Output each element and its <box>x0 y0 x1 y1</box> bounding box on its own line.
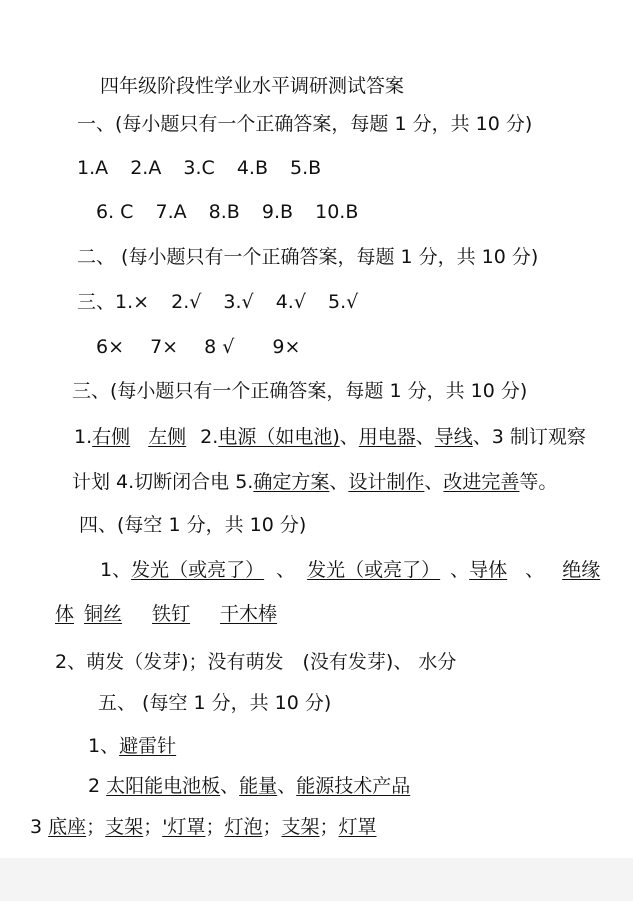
answer-blank: 灯泡 <box>224 816 263 838</box>
separator: 、 <box>415 426 435 448</box>
item-number: 1. <box>74 426 93 448</box>
section-1-row-1 <box>77 156 321 180</box>
answer-blank: 发光（或亮了） <box>131 559 265 581</box>
separator: 、 <box>424 471 444 493</box>
item-number: 1、 <box>100 559 132 581</box>
answer-blank: 灯罩 <box>338 816 377 838</box>
answer-blank: 导线 <box>434 426 473 448</box>
section-5-line-1 <box>88 734 176 758</box>
separator: 、 <box>277 775 297 797</box>
answer-blank: 绝缘 <box>562 559 601 581</box>
section-2-row-1 <box>77 290 358 314</box>
section-1-row-2 <box>96 200 358 224</box>
item-number: 3 <box>30 816 49 838</box>
separator: 、 <box>329 471 349 493</box>
separator: 、 <box>339 426 359 448</box>
answer-item: 8.B <box>208 201 240 223</box>
answer-item: 6× <box>96 336 125 358</box>
answer-item: 9× <box>272 336 301 358</box>
section-1-header: 一、(每小题只有一个正确答案，每题 1 分，共 10 分) <box>77 113 533 135</box>
item-number: 2 <box>88 775 107 797</box>
answer-blank: 能源技术产品 <box>296 775 411 797</box>
answer-blank: 改进完善 <box>443 471 520 493</box>
answer-item: 5.√ <box>328 291 359 313</box>
separator: ； <box>86 816 106 838</box>
section-4-header: 四、(每空 1 分，共 10 分) <box>79 514 307 536</box>
text-run: 、3 制订观察 <box>472 426 586 448</box>
answer-item: 三、1.× <box>77 291 150 313</box>
answer-item: 5.B <box>290 157 322 179</box>
separator: 、 <box>220 775 240 797</box>
answer-blank: 支架 <box>281 816 320 838</box>
answer-blank: 设计制作 <box>348 471 425 493</box>
answer-item: 7.A <box>155 201 187 223</box>
answer-blank: 铁钉 <box>152 603 191 625</box>
answer-blank: '灯罩 <box>162 816 206 838</box>
answer-blank: 能量 <box>239 775 278 797</box>
answer-blank: 避雷针 <box>119 735 177 757</box>
item-number: 1、 <box>88 735 120 757</box>
answer-item: 1.A <box>77 157 109 179</box>
section-5-header: 五、 (每空 1 分，共 10 分) <box>98 692 332 714</box>
answer-blank: 体 <box>55 603 75 625</box>
page-title: 四年级阶段性学业水平调研测试答案 <box>100 75 405 97</box>
answer-item: 6. C <box>96 201 134 223</box>
answer-blank: 右侧 <box>92 426 131 448</box>
answer-item: 4.√ <box>275 291 306 313</box>
answer-item: 8 √ <box>204 336 235 358</box>
text-run: 计划 4.切断闭合电 5. <box>72 471 254 493</box>
item-number: 2. <box>200 426 219 448</box>
section-5-line-2 <box>88 774 410 798</box>
answer-item: 3.C <box>183 157 215 179</box>
section-3-line-2 <box>72 470 557 494</box>
answer-item: 4.B <box>236 157 268 179</box>
answer-blank: 左侧 <box>148 426 187 448</box>
answer-blank: 发光（或亮了） <box>307 559 441 581</box>
answer-blank: 支架 <box>105 816 144 838</box>
answer-blank: 底座 <box>48 816 87 838</box>
section-3-line-1 <box>74 425 586 449</box>
separator: 、 <box>525 559 545 581</box>
section-4-line-2 <box>55 602 277 626</box>
section-4-line-1 <box>100 558 600 582</box>
separator: ； <box>262 816 282 838</box>
answer-blank: 导体 <box>469 559 508 581</box>
section-2-header: 二、 (每小题只有一个正确答案，每题 1 分，共 10 分) <box>77 246 539 268</box>
separator: ； <box>319 816 339 838</box>
answer-item: 10.B <box>315 201 359 223</box>
answer-blank: 用电器 <box>358 426 416 448</box>
answer-blank: 铜丝 <box>84 603 123 625</box>
answer-blank: 太阳能电池板 <box>106 775 221 797</box>
answer-item: 9.B <box>261 201 294 223</box>
separator: 、 <box>276 559 296 581</box>
separator: 、 <box>450 559 470 581</box>
separator: ； <box>143 816 163 838</box>
answer-item: 7× <box>150 336 179 358</box>
answer-item: 3.√ <box>223 291 254 313</box>
section-5-line-3 <box>30 815 377 839</box>
section-2-row-2 <box>96 335 300 359</box>
section-3-header: 三、(每小题只有一个正确答案，每题 1 分，共 10 分) <box>72 380 528 402</box>
answer-blank: 干木棒 <box>220 603 278 625</box>
text-run: 等。 <box>519 471 558 493</box>
answer-blank: 电源（如电池) <box>218 426 340 448</box>
separator: ； <box>205 816 225 838</box>
answer-blank: 确定方案 <box>253 471 330 493</box>
section-4-line-3: 2、萌发（发芽)；没有萌发 (没有发芽)、 水分 <box>55 651 457 673</box>
answer-item: 2.√ <box>171 291 202 313</box>
answer-item: 2.A <box>130 157 162 179</box>
